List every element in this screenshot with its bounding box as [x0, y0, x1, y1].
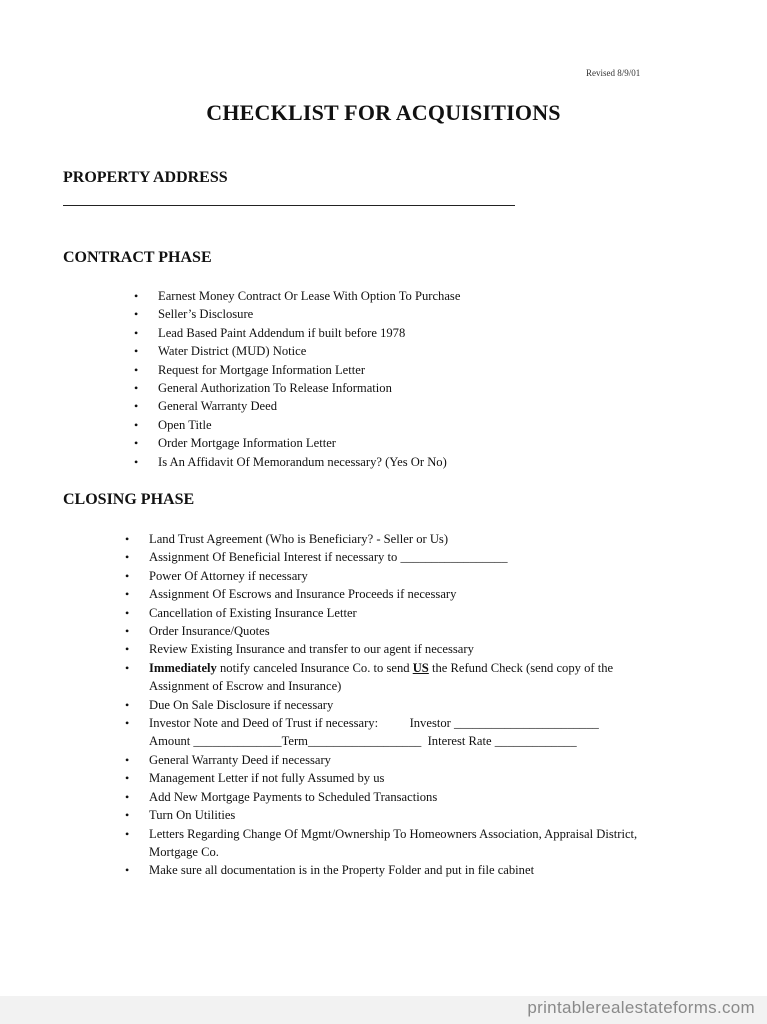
bullet-icon: • — [134, 436, 139, 451]
list-item: • Land Trust Agreement (Who is Beneficiary? - Seller or Us) — [149, 530, 637, 548]
list-item: • Water District (MUD) Notice — [158, 342, 460, 360]
list-item: • General Warranty Deed if necessary — [149, 751, 637, 769]
list-item: • Review Existing Insurance and transfer to our agent if necessary — [149, 640, 637, 658]
bullet-icon: • — [125, 587, 130, 602]
bullet-icon: • — [125, 826, 130, 841]
closing-phase-list — [125, 530, 638, 880]
bullet-icon: • — [125, 771, 130, 786]
bullet-icon: • — [134, 454, 139, 469]
bullet-icon: • — [134, 307, 139, 322]
list-item: • Due On Sale Disclosure if necessary — [149, 696, 637, 714]
list-item: • Management Letter if not fully Assumed by us — [149, 769, 637, 787]
bullet-icon: • — [125, 550, 130, 565]
list-item: • Open Title — [158, 416, 460, 434]
list-item: • Letters Regarding Change Of Mgmt/Ownership To Homeowners Association, Appraisal District, — [149, 825, 637, 843]
bullet-icon: • — [134, 325, 139, 340]
bullet-icon: • — [125, 808, 130, 823]
list-item: • Seller’s Disclosure — [158, 305, 460, 323]
bullet-icon: • — [134, 289, 139, 303]
list-item: • Turn On Utilities — [149, 806, 637, 824]
bullet-icon: • — [125, 660, 130, 675]
list-item: • Earnest Money Contract Or Lease With Option To Purchase — [158, 287, 460, 305]
contract-phase-list — [134, 287, 461, 471]
revision-date: Revised 8/9/01 — [586, 68, 641, 78]
list-item: • Power Of Attorney if necessary — [149, 567, 637, 585]
document-title: CHECKLIST FOR ACQUISITIONS — [206, 100, 561, 125]
list-item: • Add New Mortgage Payments to Scheduled Transactions — [149, 788, 637, 806]
list-item: • Order Mortgage Information Letter — [158, 434, 460, 452]
list-item-continuation: Amount ______________Term__________________ Interest Rate _____________ — [149, 734, 577, 749]
list-item: • General Authorization To Release Information — [158, 379, 460, 397]
emphasis-immediately: Immediately — [149, 660, 217, 675]
bullet-icon: • — [125, 605, 130, 620]
bullet-icon: • — [134, 362, 139, 377]
list-item: • General Warranty Deed — [158, 397, 460, 415]
list-item: • Request for Mortgage Information Letter — [158, 361, 460, 379]
watermark-text: printablerealestateforms.com — [527, 998, 755, 1017]
list-item-continuation: Assignment of Escrow and Insurance) — [149, 679, 342, 694]
list-item-continuation: Mortgage Co. — [149, 844, 219, 859]
list-item: • Assignment Of Beneficial Interest if necessary to _________________ — [149, 548, 637, 566]
list-item: • Cancellation of Existing Insurance Letter — [149, 604, 637, 622]
bullet-icon: • — [125, 624, 130, 639]
property-address-heading: PROPERTY ADDRESS — [63, 169, 228, 186]
contract-phase-heading: CONTRACT PHASE — [63, 249, 212, 266]
list-item: • Assignment Of Escrows and Insurance Proceeds if necessary — [149, 585, 637, 603]
closing-phase-heading: CLOSING PHASE — [63, 491, 195, 508]
property-address-blank-line — [63, 205, 515, 206]
list-item: • Immediately notify canceled Insurance Co. to send US the Refund Check (send copy of the — [149, 659, 637, 677]
bullet-icon: • — [125, 642, 130, 657]
bullet-icon: • — [134, 344, 139, 359]
list-item: • Is An Affidavit Of Memorandum necessary? (Yes Or No) — [158, 453, 460, 471]
list-item: • Investor Note and Deed of Trust if necessary: Investor _______________________ — [149, 714, 637, 732]
list-item: • Make sure all documentation is in the Property Folder and put in file cabinet — [149, 861, 637, 879]
bullet-icon: • — [125, 568, 130, 583]
bullet-icon: • — [125, 697, 130, 712]
bullet-icon: • — [134, 381, 139, 396]
bullet-icon: • — [125, 716, 130, 731]
bullet-icon: • — [134, 417, 139, 432]
list-item: • Order Insurance/Quotes — [149, 622, 637, 640]
bullet-icon: • — [125, 752, 130, 767]
emphasis-us: US — [412, 660, 429, 675]
bullet-icon: • — [125, 789, 130, 804]
list-item: • Lead Based Paint Addendum if built before 1978 — [158, 324, 460, 342]
bullet-icon: • — [125, 863, 130, 878]
bullet-icon: • — [125, 532, 130, 546]
bullet-icon: • — [134, 399, 139, 414]
